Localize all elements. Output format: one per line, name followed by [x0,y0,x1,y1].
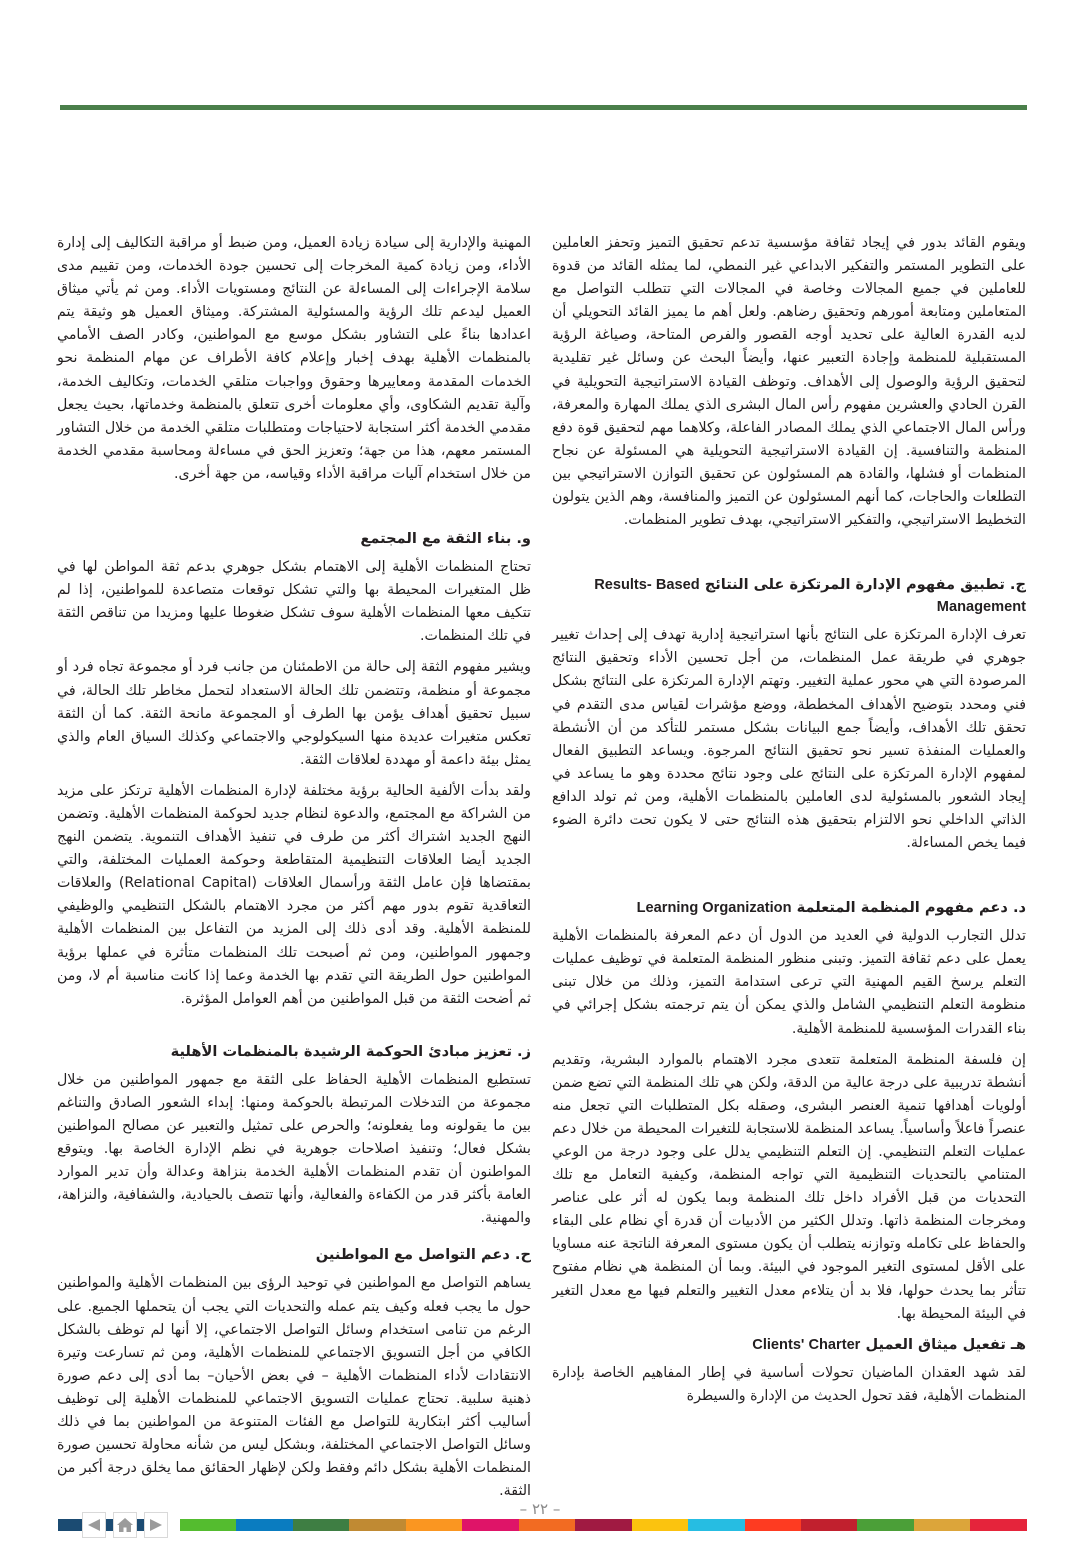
previous-page-button[interactable] [82,1512,106,1538]
footer-color-segment [406,1519,462,1531]
section-c-heading-ar: ج. تطبيق مفهوم الإدارة المرتكزة على النتائج [704,576,1026,594]
footer-color-segment [801,1519,857,1531]
section-d-heading-en: Learning Organization [636,900,792,917]
footer-color-segment [180,1519,236,1531]
footer-color-segment [236,1519,292,1531]
house-icon [116,1517,134,1533]
section-d-heading [552,897,1026,919]
home-button[interactable] [113,1512,137,1538]
intro-paragraph: ويقوم القائد بدور في إيجاد ثقافة مؤسسية تدعم تحقيق التميز وتحفز العاملين على التطوير المستمر والتفكير الابداعي غير النمطي، لما يمثله القائد من قدوة للعاملين في جميع المجالات وخاصة في المجالات التي تتطلب التواصل مع المتعاملين ومتابعة أمورهم وتحقيق رضاهم. ولعل أهم ما يميز القائد التحويلي أن لديه القدرة العالية على تحديد أوجه القصور والفرص المتاحة، وصياغة الرؤية المستقبلية للمنظمة وإجادة التعبير عنها، وأيضاً البحث عن وسائل غير تقليدية لتحقيق الرؤية والوصول إلى الأهداف. وتوظف القيادة الاستراتيجية التحويلية في القرن الحادي والعشرين مفهوم رأس المال البشرى الذي يملك المهارة والمعرفة، ورأس المال الاجتماعي الذي يملك المصادر الفاعلة، وكلاهما مهم لتحقيق قوة دفع المنظمة والتنافسية. إن القيادة الاستراتيجية التحويلية هي المسئولة عن نجاح المنظمات أو فشلها، والقادة هم المسئولون عن تحقيق التوازن الاستراتيجي بين التطلعات والحاجات، كما أنهم المسئولون عن التميز والمنافسة، وهم الذين يتولون التخطيط الاستراتيجي، والتفكير الاستراتيجي، بهدف تطوير المنظمات. [552,235,1026,529]
nav-bar-segment [137,1519,144,1531]
footer-color-bar [60,1519,1027,1531]
footer-color-segment [462,1519,518,1531]
section-f-paragraph-2: ويشير مفهوم الثقة إلى حالة من الاطمئنان من جانب فرد أو مجموعة تجاه فرد أو مجموعة أو منظمة، وتتضمن تلك الحالة الاستعداد لتحمل مخاطر تلك الحالة، في سبيل تحقيق أهداف يؤمن بها الطرف أو المجموعة مانحة الثقة. كما أن الثقة تعكس متغيرات عديدة منها السيكولوجي والاجتماعي وكذلك السياق العام والذي يمثل بيئة داعمة أو مهددة لعلاقات الثقة. [57,659,531,768]
footer-color-segment [293,1519,349,1531]
footer-color-segment [688,1519,744,1531]
section-c-paragraph: تعرف الإدارة المرتكزة على النتائج بأنها استراتيجية إدارية تهدف إلى إحداث تغيير جوهري في طريقة عمل المنظمات، من أجل تحسين الأداء وتحقيق النتائج المرصودة التي هي محور عملية التغيير. وتهتم الإدارة المرتكزة على النتائج بشكل فني ومحدد بتوضيح الأهداف المخططة، ووضع مؤشرات لقياس مدى التقدم في تحقق تلك الأهداف، وأيضاً جمع البيانات بشكل مستمر للتأكد من أن الأنشطة والعمليات المنفذة تسير نحو تحقيق النتائج المرجوة. ويساعد التطبيق الفعال لمفهوم الإدارة المرتكزة على النتائج على وجود نتائج محددة وهو ما يساعد في إيجاد الشعور بالمسئولية لدى العاملين بالمنظمات الأهلية، ومن ثم تولد الدافع الذاتي الداخلي نحو الالتزام بتحقيق هذه النتائج حتى لا يكون تحت دائرة الضوء فيما يخص المساءلة. [552,627,1026,852]
section-e-heading-ar: هـ تفعيل ميثاق العميل [865,1335,1026,1353]
page-navigation [58,1512,168,1538]
section-g-paragraph: تستطيع المنظمات الأهلية الحفاظ على الثقة مع جمهور المواطنين من خلال مجموعة من التدخلات المرتبطة بالحوكمة ومنها: إبداء الشعور الصادق والتناغم بين ما يقولونه وما يفعلونه؛ والحرص على تمثيل والتعبير عن مصالح المواطنين بشكل فعال؛ وتنفيذ اصلاحات جوهرية في نظم الإدارة الخاصة بها. ويتوقع المواطنون أن تقدم المنظمات الأهلية الخدمة بنزاهة وعدالة وأن تدير الموارد العامة بأكثر قدر من الكفاءة والفعالية، وأنها تتصف بالحيادية، والشفافية، والنزاهة، والمهنية. [57,1071,531,1227]
footer-color-segment [914,1519,970,1531]
nav-bar-segment [106,1519,113,1531]
left-column [57,232,531,1511]
section-d-paragraph-2: إن فلسفة المنظمة المتعلمة تتعدى مجرد الاهتمام بالموارد البشرية، وتقديم أنشطة تدريبية على درجة عالية من الدقة، ولكن هي تلك المنظمة التي تضع ضمن أولويات أهدافها تنمية العنصر البشرى، وصقله بكل المتطلبات التي تجعل منه عنصراً فاعلاً وأساسياً. يساعد المنظمة للاستجابة للتغيرات المحيطة من خلال دعم عمليات التعلم التنظيمي. إن التعلم التنظيمي يدلل على وجود درجة من الوعي المتنامي بالتحديات التنظيمية التي تواجه المنظمة، وكيفية التعامل مع تلك التحديات من قبل الأفراد داخل تلك المنظمة وبما يكون له أثر على عناصر ومخرجات المنظمة ذاتها. وتدلل الكثير من الأدبيات أن قدرة أي نظام على البقاء والحفاظ على تكامله وتوازنه يتطلب أن يكون مستوى المعرفة الناتجة عنه مساويا على الأقل لمستوى التغير الموجود في البيئة. وبما أن المنظمة هي نظام مفتوح تتأثر بما يحدث حولها، فلا بد أن يتلاءم معدل التغيير والتعلم فيها مع معدل التغير في البيئة المحيطة بها. [552,1051,1026,1322]
footer-color-segment [857,1519,913,1531]
header-rule [60,105,1027,110]
footer-color-segment [349,1519,405,1531]
section-e-heading-en: Clients' Charter [752,1336,861,1353]
footer-color-segment [745,1519,801,1531]
right-column [552,232,1026,1416]
continued-paragraph: المهنية والإدارية إلى سيادة زيادة العميل، ومن ضبط أو مراقبة التكاليف إلى إدارة الأداء، ومن زيادة كمية المخرجات إلى تحسين جودة الخدمات، ومن تقييم مدى سلامة الإجراءات إلى المساءلة عن النتائج ومستويات الأداء. ومن ثم يأتي ميثاق العميل ليدعم تلك الرؤية والمسئولية المشتركة. وميثاق العميل هو وثيقة يتم اعدادها بناءً على التشاور بشكل موسع مع المواطنين، وكادر الصف الأمامي بالمنظمات الأهلية بهدف إخبار وإعلام كافة الأطراف عن مهام المنظمة نحو الخدمات المقدمة ومعاييرها وحقوق وواجبات متلقي الخدمات، وتكاليف الخدمة، وآلية تقديم الشكاوى، وأي معلومات أخرى تتعلق بالمنظمة وخدماتها، بحيث يجعل مقدمي الخدمة أكثر استجابة لاحتياجات ومتطلبات متلقي الخدمة من خلال التشاور المستمر معهم، هذا من جهة؛ وتعزيز الحق في مساءلة ومحاسبة مقدمي الخدمة من خلال استخدام آليات مراقبة الأداء وقياسه، من جهة أخرى. [57,235,531,482]
footer-color-segment [632,1519,688,1531]
section-d-heading-ar: د. دعم مفهوم المنظمة المتعلمة [796,899,1026,917]
section-d-paragraph-1: تدلل التجارب الدولية في العديد من الدول أن دعم المعرفة بالمنظمات الأهلية يعمل على دعم ثقافة التميز. وتبنى منظور المنظمة المتعلمة في توظيف عمليات التعلم يرسخ القيم المهنية التي ترعى استدامة التميز، وذلك من خلال تبنى منظومة التعلم التنظيمي الشامل والذي يمكن أن يتم ترجمته بشكل إجرائي في بناء القدرات المؤسسية للمنظمة الأهلية. [552,928,1026,1037]
nav-bar-segment [58,1519,82,1531]
next-page-button[interactable] [144,1512,168,1538]
footer-color-segment [519,1519,575,1531]
section-f-paragraph-3: ولقد بدأت الألفية الحالية برؤية مختلفة لإدارة المنظمات الأهلية ترتكز على مزيد من الشراكة مع المجتمع، والدعوة لنظام جديد لحوكمة المنظمات الأهلية. وتضمن النهج الجديد اشتراك أكثر من طرف في تنفيذ الأهداف التنموية. يتضمن النهج الجديد أيضا العلاقات التنظيمية المتقاطعة وحوكمة العمليات المختلفة، والتي بمقتضاها فإن عامل الثقة ورأسمال العلاقات (Relational Capital) والعلاقات التعاقدية تقوم بدور مهم أكثر من مجرد الاهتمام بالشكل التنظيمي والوظيفي للمنظمة الأهلية. وقد أدى ذلك إلى المزيد من التفاعل بين المنظمات الأهلية وجمهور المواطنين، ومن ثم أصبحت تلك المنظمات متأثرة في عملها برؤية المواطنين حول الطريقة التي تقدم بها الخدمة وعما إذا كانت مناسبة أم لا، ومن ثم أضحت الثقة من قبل المواطنين من أهم العوامل المؤثرة. [57,782,531,1007]
section-e-heading [552,1334,1026,1356]
section-c-heading-en: Results- Based Management [594,577,1026,616]
left-arrow-icon [86,1517,102,1533]
section-h-heading: ح. دعم التواصل مع المواطنين [315,1246,531,1264]
section-f-heading: و. بناء الثقة مع المجتمع [360,530,531,548]
footer-color-segment [970,1519,1026,1531]
footer-color-segment [575,1519,631,1531]
section-h-paragraph: يساهم التواصل مع المواطنين في توحيد الرؤى بين المنظمات الأهلية والمواطنين حول ما يجب فعله وكيف يتم عمله والتحديات التي يجب أن يتحملها الجميع. على الرغم من تنامى استخدام وسائل التواصل الاجتماعي، إلا أنها لم توظف بالشكل الكافي من أجل التسويق الاجتماعي للمنظمات الأهلية، ومن ثم تسارعت وتيرة الانتقادات لأداء المنظمات الأهلية – في بعض الأحيان– بما أدى إلى دعم صورة ذهنية سلبية. تحتاج عمليات التسويق الاجتماعي للمنظمات الأهلية إلى توظيف أساليب أكثر ابتكارية للتواصل مع الفئات المتنوعة من المواطنين بما في ذلك وسائل التواصل الاجتماعي المختلفة، وبشكل ليس من شأنه محاولة تحسين صورة المنظمات الأهلية بشكل دائم وفقط ولكن لإظهار الحقائق مما يخلق درجة أكبر من الثقة. [57,1275,531,1500]
right-arrow-icon [148,1517,164,1533]
section-f-paragraph-1: تحتاج المنظمات الأهلية إلى الاهتمام بشكل جوهري بدعم ثقة المواطن لها في ظل المتغيرات المحيطة بها والتي تشكل توقعات متصاعدة للمواطنين، إذا لم تتكيف معها المنظمات الأهلية سوف تشكل ضغوطا عليها ومزيدا من تناقص الثقة في تلك المنظمات. [57,559,531,645]
section-c-heading [552,574,1026,618]
section-e-paragraph: لقد شهد العقدان الماضيان تحولات أساسية في إطار المفاهيم الخاصة بإدارة المنظمات الأهلية، فقد تحول الحديث من الإدارة والسيطرة [552,1364,1026,1404]
section-g-heading: ز. تعزيز مبادئ الحوكمة الرشيدة بالمنظمات الأهلية [170,1042,531,1060]
page-number: – ٢٢ – [519,1500,561,1518]
